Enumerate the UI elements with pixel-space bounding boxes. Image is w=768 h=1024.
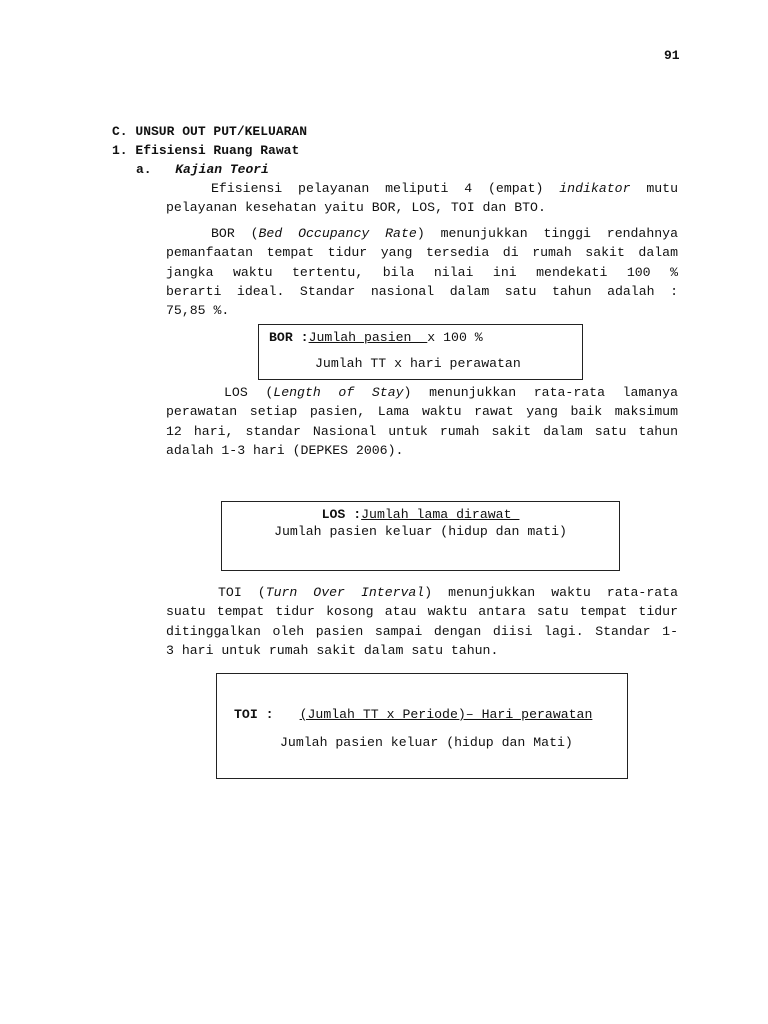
bor-line-3: jangka waktu tertentu, bila nilai ini mendekati 100 % [166, 264, 678, 280]
toi-paragraph [166, 583, 678, 660]
bor-paragraph [166, 224, 678, 320]
subsection-title: Efisiensi Ruang Rawat [135, 143, 300, 158]
page-number: 91 [664, 48, 680, 63]
bor-formula-multiplier: x 100 % [427, 330, 483, 345]
bor-line-5: 75,85 %. [166, 303, 230, 319]
section-heading: C. UNSUR OUT PUT/KELUARAN [112, 124, 308, 139]
bor-formula-denominator: Jumlah TT x hari perawatan [315, 356, 521, 371]
bor-formula-numerator-row [269, 330, 483, 345]
intro-line-2: pelayanan kesehatan yaitu BOR, LOS, TOI dan BTO. [166, 200, 546, 216]
bor-formula-numerator: Jumlah pasien [308, 330, 428, 345]
intro-paragraph [166, 179, 678, 218]
bor-line-2: pemanfaatan tempat tidur yang tersedia di rumah sakit dalam [166, 245, 678, 261]
toi-formula-denominator: Jumlah pasien keluar (hidup dan Mati) [280, 735, 573, 750]
item-heading [136, 162, 269, 177]
item-title: Kajian Teori [175, 162, 269, 177]
bor-formula-label: BOR : [269, 330, 309, 345]
bor-line-1: BOR (Bed Occupancy Rate) menunjukkan tinggi rendahnya [211, 226, 678, 241]
toi-line-1: TOI (Turn Over Interval) menunjukkan waktu rata-rata [218, 585, 678, 600]
los-formula-numerator: Jumlah lama dirawat_ [361, 507, 520, 522]
los-formula-numerator-row [222, 507, 619, 522]
bor-line-4: berarti ideal. Standar nasional dalam satu tahun adalah : [166, 283, 678, 299]
toi-formula-label: TOI : [234, 707, 274, 722]
los-formula-label: LOS : [321, 507, 362, 522]
toi-line-3: ditinggalkan oleh pasien sampai dengan diisi lagi. Standar 1- [166, 623, 678, 639]
los-line-2: perawatan setiap pasien, Lama waktu rawat yang baik maksimum [166, 404, 678, 420]
toi-formula-numerator: (Jumlah TT x Periode)– Hari perawatan [299, 707, 593, 722]
los-paragraph [166, 383, 678, 460]
toi-formula-numerator-row [234, 707, 592, 722]
item-letter: a. [136, 162, 152, 177]
intro-line-1: Efisiensi pelayanan meliputi 4 (empat) indikator mutu [211, 181, 678, 196]
los-line-4: adalah 1-3 hari (DEPKES 2006). [166, 442, 404, 458]
subsection-number: 1. [112, 143, 128, 158]
toi-line-2: suatu tempat tidur kosong atau waktu antara satu tempat tidur [166, 604, 678, 620]
bor-formula-box [258, 324, 583, 380]
toi-formula-box [216, 673, 628, 779]
los-line-3: 12 hari, standar Nasional untuk rumah sakit dalam satu tahun [166, 423, 678, 439]
los-formula-denominator: Jumlah pasien keluar (hidup dan mati) [274, 524, 567, 539]
toi-line-4: 3 hari untuk rumah sakit dalam satu tahun. [166, 642, 499, 658]
los-line-1: LOS (Length of Stay) menunjukkan rata-rata lamanya [224, 385, 679, 400]
los-formula-box [221, 501, 620, 571]
subsection-heading [112, 143, 299, 158]
